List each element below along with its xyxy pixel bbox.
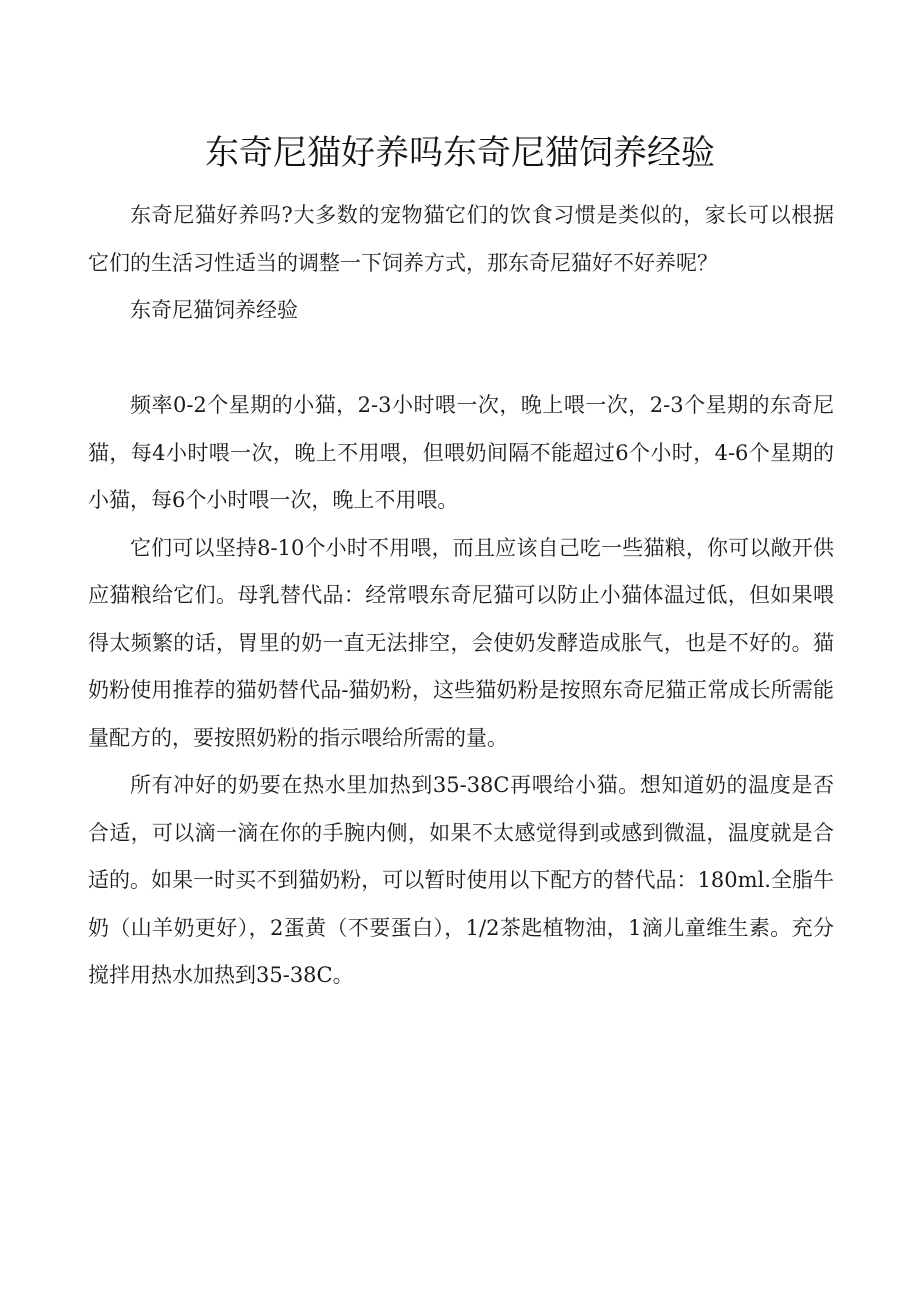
paragraph-milk-substitute: 它们可以坚持8-10个小时不用喂，而且应该自己吃一些猫粮，你可以敞开供应猫粮给它们。母乳替代品：经常喂东奇尼猫可以防止小猫体温过低，但如果喂得太频繁的话，胃里的奶一直无法排空，会使奶发酵造成胀气，也是不好的。猫奶粉使用推荐的猫奶替代品-猫奶粉，这些猫奶粉是按照东奇尼猫正常成长所需能量配方的，要按照奶粉的指示喂给所需的量。 — [88, 535, 834, 750]
paragraph-intro: 东奇尼猫好养吗?大多数的宠物猫它们的饮食习惯是类似的，家长可以根据它们的生活习性适当的调整一下饲养方式，那东奇尼猫好不好养呢？ — [88, 203, 834, 275]
paragraph-warming-formula: 所有冲好的奶要在热水里加热到35-38C再喂给小猫。想知道奶的温度是否合适，可以滴一滴在你的手腕内侧，如果不太感觉得到或感到微温，温度就是合适的。如果一时买不到猫奶粉，可以暂时使用以下配方的替代品：180ml.全脂牛奶（山羊奶更好），2蛋黄（不要蛋白），1/2茶匙植物油，1滴儿童维生素。充分搅拌用热水加热到35-38C。 — [88, 773, 834, 987]
section-heading: 东奇尼猫饲养经验 — [130, 298, 298, 322]
document-body — [88, 192, 834, 1000]
document-title: 东奇尼猫好养吗东奇尼猫饲养经验 — [205, 133, 715, 173]
paragraph-frequency: 频率0-2个星期的小猫，2-3小时喂一次，晚上喂一次，2-3个星期的东奇尼猫，每4小时喂一次，晚上不用喂，但喂奶间隔不能超过6个小时，4-6个星期的小猫，每6个小时喂一次，晚上不用喂。 — [88, 393, 834, 512]
